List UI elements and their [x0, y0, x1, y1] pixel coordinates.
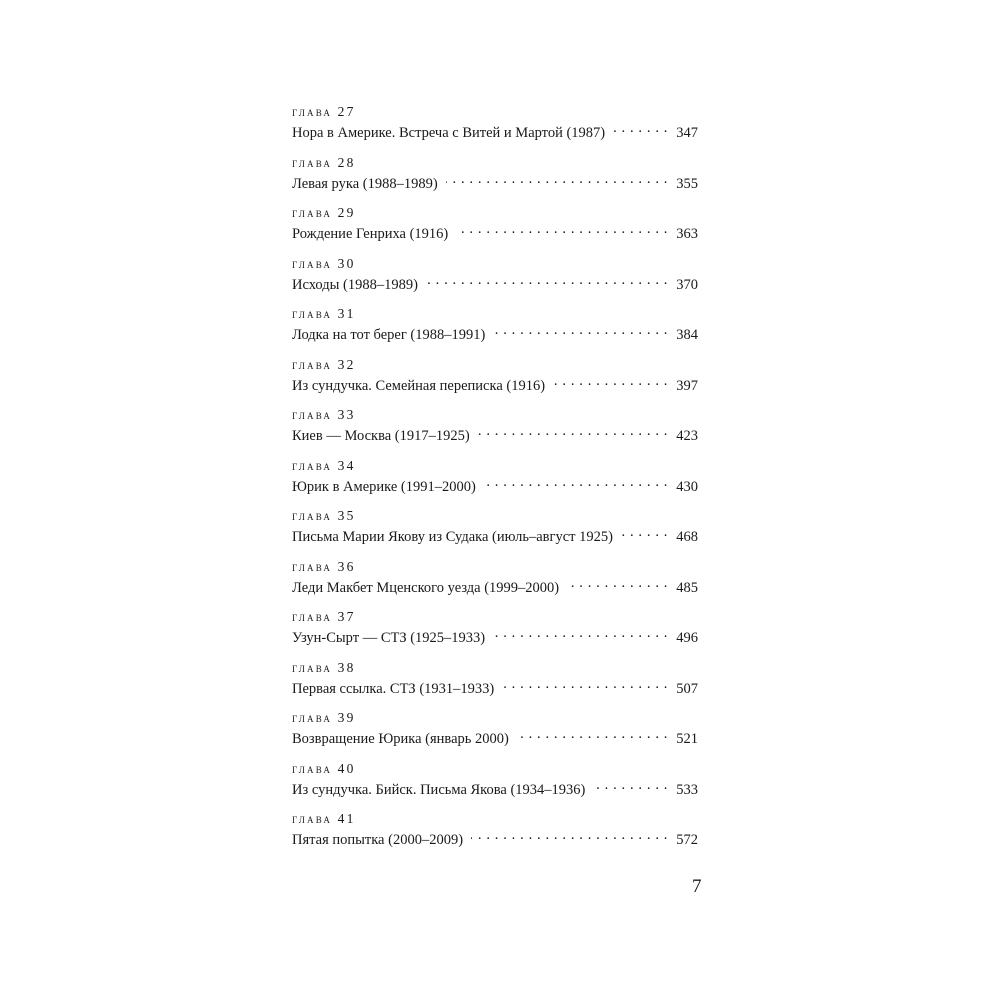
chapter-label: глава 38: [292, 659, 356, 675]
dot-leader: [621, 523, 668, 541]
toc-line: [292, 776, 698, 798]
toc-line: [292, 725, 698, 747]
chapter-title: Исходы (1988–1989): [292, 276, 418, 293]
page-number: 363: [676, 226, 698, 242]
toc-entry: [292, 660, 698, 711]
page-number: 572: [676, 832, 698, 848]
chapter-label: глава 27: [292, 104, 356, 119]
toc-line: [292, 271, 698, 293]
chapter-label: глава 37: [292, 609, 356, 624]
dot-leader: [593, 776, 668, 794]
dot-leader: [613, 119, 668, 137]
toc-entry: [292, 306, 698, 357]
page-number: 397: [676, 377, 698, 394]
toc-entry: [292, 761, 698, 812]
page-number: 430: [676, 478, 698, 495]
toc-line: [292, 523, 698, 545]
dot-leader: [446, 170, 668, 188]
toc-entry: [292, 104, 698, 155]
chapter-title: Леди Макбет Мценского уезда (1999–2000): [292, 579, 560, 596]
toc-line: [292, 372, 698, 394]
chapter-title: Возвращение Юрика (январь 2000): [292, 731, 509, 747]
toc-line: [292, 170, 698, 192]
chapter-title: Первая ссылка. СТЗ (1931–1933): [292, 680, 495, 697]
chapter-title: Из сундучка. Семейная переписка (1916): [292, 377, 546, 394]
toc-line: [292, 422, 698, 444]
toc-line: [292, 574, 698, 596]
page-number: 533: [676, 781, 698, 798]
chapter-title: Лодка на тот берег (1988–1991): [292, 327, 486, 343]
dot-leader: [502, 675, 668, 693]
toc-line: [292, 473, 698, 495]
chapter-title: Пятая попытка (2000–2009): [292, 832, 464, 848]
page-number: 521: [676, 731, 698, 747]
chapter-title: Юрик в Америке (1991–2000): [292, 478, 476, 495]
page-number: 485: [676, 579, 698, 596]
page-folio: 7: [692, 876, 702, 897]
chapter-title: Узун-Сырт — СТЗ (1925–1933): [292, 630, 486, 646]
chapter-label: глава 41: [292, 811, 356, 826]
dot-leader: [456, 220, 668, 238]
chapter-label: глава 39: [292, 710, 356, 725]
dot-leader: [553, 372, 668, 390]
toc-entry: [292, 458, 698, 509]
chapter-label: глава 33: [292, 407, 356, 422]
toc-line: [292, 321, 698, 343]
dot-leader: [517, 725, 668, 743]
page-number: 370: [676, 276, 698, 293]
toc-entry: [292, 559, 698, 610]
toc-line: [292, 220, 698, 242]
table-of-contents: [292, 104, 698, 862]
toc-entry: [292, 508, 698, 559]
dot-leader: [484, 473, 668, 491]
toc-entry: [292, 205, 698, 256]
chapter-label: глава 35: [292, 508, 356, 523]
toc-entry: [292, 256, 698, 307]
chapter-label: глава 31: [292, 306, 356, 321]
toc-entry: [292, 710, 698, 761]
page-number: 507: [676, 680, 698, 697]
toc-entry: [292, 811, 698, 862]
chapter-title: Левая рука (1988–1989): [292, 175, 438, 192]
page-number: 468: [676, 529, 698, 545]
toc-line: [292, 675, 698, 697]
page-number: 355: [676, 175, 698, 192]
dot-leader: [493, 624, 668, 642]
chapter-title: Из сундучка. Бийск. Письма Якова (1934–1936): [292, 781, 586, 798]
toc-entry: [292, 407, 698, 458]
chapter-label: глава 30: [292, 255, 356, 271]
dot-leader: [471, 826, 668, 844]
toc-entry: [292, 609, 698, 660]
chapter-label: глава 28: [292, 154, 356, 170]
chapter-label: глава 34: [292, 457, 356, 473]
chapter-label: глава 40: [292, 760, 356, 776]
chapter-title: Нора в Америке. Встреча с Витей и Мартой (1987): [292, 125, 606, 141]
dot-leader: [426, 271, 668, 289]
page-number: 423: [676, 428, 698, 444]
toc-line: [292, 624, 698, 646]
chapter-title: Письма Марии Якову из Судака (июль–август 1925): [292, 529, 613, 545]
toc-entry: [292, 155, 698, 206]
chapter-title: Киев — Москва (1917–1925): [292, 428, 470, 444]
chapter-label: глава 36: [292, 558, 356, 574]
dot-leader: [478, 422, 668, 440]
dot-leader: [493, 321, 668, 339]
toc-line: [292, 826, 698, 848]
page-number: 496: [676, 630, 698, 646]
toc-line: [292, 119, 698, 141]
chapter-label: глава 32: [292, 356, 356, 372]
chapter-title: Рождение Генриха (1916): [292, 226, 449, 242]
chapter-label: глава 29: [292, 205, 356, 220]
dot-leader: [567, 574, 668, 592]
page-number: 384: [676, 327, 698, 343]
toc-entry: [292, 357, 698, 408]
page-number: 347: [676, 125, 698, 141]
